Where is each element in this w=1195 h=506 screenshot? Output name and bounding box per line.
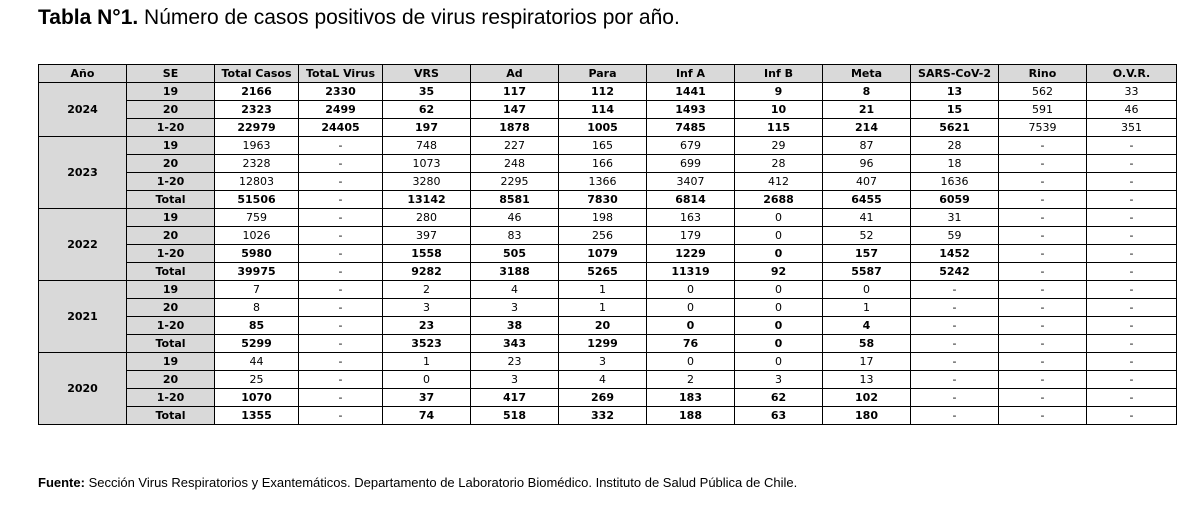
table-body bbox=[39, 83, 1177, 425]
table-cell: 21 bbox=[823, 101, 911, 119]
table-row bbox=[39, 263, 1177, 281]
table-cell: 15 bbox=[911, 101, 999, 119]
column-header: O.V.R. bbox=[1087, 65, 1177, 83]
table-cell: 165 bbox=[559, 137, 647, 155]
table-cell: 163 bbox=[647, 209, 735, 227]
table-cell: 17 bbox=[823, 353, 911, 371]
table-cell: 3 bbox=[471, 371, 559, 389]
table-cell: - bbox=[911, 281, 999, 299]
table-cell: 4 bbox=[471, 281, 559, 299]
table-cell: 7485 bbox=[647, 119, 735, 137]
table-cell: 1026 bbox=[215, 227, 299, 245]
table-cell: 2499 bbox=[299, 101, 383, 119]
table-row bbox=[39, 209, 1177, 227]
table-cell: 2 bbox=[647, 371, 735, 389]
table-cell: - bbox=[299, 335, 383, 353]
table-cell: 699 bbox=[647, 155, 735, 173]
table-cell: 0 bbox=[647, 317, 735, 335]
se-cell: 1-20 bbox=[127, 119, 215, 137]
table-title-label: Tabla N°1. bbox=[38, 6, 139, 29]
table-cell: - bbox=[999, 353, 1087, 371]
table-cell: - bbox=[1087, 389, 1177, 407]
table-cell: 12803 bbox=[215, 173, 299, 191]
table-row bbox=[39, 191, 1177, 209]
table-cell: 10 bbox=[735, 101, 823, 119]
table-cell: - bbox=[911, 371, 999, 389]
table-cell: 197 bbox=[383, 119, 471, 137]
table-cell: 147 bbox=[471, 101, 559, 119]
table-cell: 38 bbox=[471, 317, 559, 335]
table-cell: - bbox=[911, 299, 999, 317]
table-cell: - bbox=[999, 263, 1087, 281]
table-cell: - bbox=[299, 407, 383, 425]
table-cell: 8 bbox=[215, 299, 299, 317]
se-cell: 1-20 bbox=[127, 173, 215, 191]
table-cell: 20 bbox=[559, 317, 647, 335]
table-cell: 179 bbox=[647, 227, 735, 245]
table-cell: 759 bbox=[215, 209, 299, 227]
table-cell: 13142 bbox=[383, 191, 471, 209]
table-cell: 18 bbox=[911, 155, 999, 173]
table-cell: 0 bbox=[735, 209, 823, 227]
table-cell: 183 bbox=[647, 389, 735, 407]
table-row bbox=[39, 335, 1177, 353]
table-cell: 1493 bbox=[647, 101, 735, 119]
table-cell: 9282 bbox=[383, 263, 471, 281]
table-cell: 5265 bbox=[559, 263, 647, 281]
table-cell: 188 bbox=[647, 407, 735, 425]
table-cell: - bbox=[1087, 263, 1177, 281]
table-cell: - bbox=[1087, 335, 1177, 353]
column-header: Para bbox=[559, 65, 647, 83]
table-cell: - bbox=[299, 209, 383, 227]
table-cell: 562 bbox=[999, 83, 1087, 101]
se-cell: 20 bbox=[127, 299, 215, 317]
table-cell: 157 bbox=[823, 245, 911, 263]
table-cell: 0 bbox=[647, 299, 735, 317]
column-header: SARS-CoV-2 bbox=[911, 65, 999, 83]
column-header: Ad bbox=[471, 65, 559, 83]
column-header: Inf A bbox=[647, 65, 735, 83]
se-cell: 19 bbox=[127, 281, 215, 299]
table-cell: - bbox=[299, 137, 383, 155]
source-text: Sección Virus Respiratorios y Exantemáticos. Departamento de Laboratorio Biomédico. Instituto de Salud Pública de Chile. bbox=[84, 475, 798, 490]
se-cell: 1-20 bbox=[127, 245, 215, 263]
table-cell: - bbox=[999, 335, 1087, 353]
table-cell: 412 bbox=[735, 173, 823, 191]
table-cell: - bbox=[299, 317, 383, 335]
table-cell: - bbox=[999, 281, 1087, 299]
table-cell: 5980 bbox=[215, 245, 299, 263]
table-cell: 1878 bbox=[471, 119, 559, 137]
table-cell: - bbox=[911, 335, 999, 353]
table-cell: 3 bbox=[735, 371, 823, 389]
table-cell: 0 bbox=[735, 335, 823, 353]
table-cell: 0 bbox=[735, 353, 823, 371]
table-cell: 51506 bbox=[215, 191, 299, 209]
table-cell: 23 bbox=[471, 353, 559, 371]
table-cell: 33 bbox=[1087, 83, 1177, 101]
table-row bbox=[39, 227, 1177, 245]
table-cell: 35 bbox=[383, 83, 471, 101]
table-cell: 0 bbox=[383, 371, 471, 389]
column-header: Meta bbox=[823, 65, 911, 83]
se-cell: 19 bbox=[127, 83, 215, 101]
table-cell: 198 bbox=[559, 209, 647, 227]
table-cell: 24405 bbox=[299, 119, 383, 137]
table-cell: - bbox=[1087, 191, 1177, 209]
table-cell: 102 bbox=[823, 389, 911, 407]
table-cell: 13 bbox=[823, 371, 911, 389]
table-cell: 248 bbox=[471, 155, 559, 173]
table-cell: 62 bbox=[735, 389, 823, 407]
table-row bbox=[39, 83, 1177, 101]
year-cell: 2023 bbox=[39, 137, 127, 209]
table-cell: 8581 bbox=[471, 191, 559, 209]
table-cell: 92 bbox=[735, 263, 823, 281]
table-cell: 5299 bbox=[215, 335, 299, 353]
table-cell: 2323 bbox=[215, 101, 299, 119]
table-cell: 1 bbox=[559, 299, 647, 317]
table-cell: 7830 bbox=[559, 191, 647, 209]
column-header: SE bbox=[127, 65, 215, 83]
year-cell: 2020 bbox=[39, 353, 127, 425]
table-cell: - bbox=[299, 227, 383, 245]
table-cell: 31 bbox=[911, 209, 999, 227]
table-cell: 748 bbox=[383, 137, 471, 155]
table-cell: 2 bbox=[383, 281, 471, 299]
table-cell: - bbox=[299, 389, 383, 407]
table-cell: 28 bbox=[735, 155, 823, 173]
table-cell: 1299 bbox=[559, 335, 647, 353]
table-cell: - bbox=[999, 389, 1087, 407]
table-cell: 7 bbox=[215, 281, 299, 299]
table-cell: 3 bbox=[383, 299, 471, 317]
table-row bbox=[39, 155, 1177, 173]
table-cell: 0 bbox=[647, 353, 735, 371]
table-cell: 13 bbox=[911, 83, 999, 101]
table-cell: - bbox=[999, 227, 1087, 245]
table-row bbox=[39, 317, 1177, 335]
table-cell: - bbox=[999, 209, 1087, 227]
table-cell: 2166 bbox=[215, 83, 299, 101]
table-cell: 2688 bbox=[735, 191, 823, 209]
se-cell: Total bbox=[127, 263, 215, 281]
table-cell: - bbox=[1087, 353, 1177, 371]
table-cell: 6455 bbox=[823, 191, 911, 209]
year-cell: 2021 bbox=[39, 281, 127, 353]
table-cell: - bbox=[999, 173, 1087, 191]
table-cell: 2330 bbox=[299, 83, 383, 101]
table-cell: 5621 bbox=[911, 119, 999, 137]
table-cell: - bbox=[1087, 155, 1177, 173]
table-cell: 0 bbox=[823, 281, 911, 299]
table-cell: 1355 bbox=[215, 407, 299, 425]
table-cell: - bbox=[999, 371, 1087, 389]
table-cell: 87 bbox=[823, 137, 911, 155]
source-label: Fuente: bbox=[38, 475, 85, 490]
table-cell: 3188 bbox=[471, 263, 559, 281]
table-cell: - bbox=[299, 191, 383, 209]
source-note bbox=[38, 475, 797, 490]
table-cell: 39975 bbox=[215, 263, 299, 281]
table-cell: - bbox=[1087, 227, 1177, 245]
se-cell: 20 bbox=[127, 227, 215, 245]
table-cell: 83 bbox=[471, 227, 559, 245]
table-cell: - bbox=[299, 371, 383, 389]
table-header-row bbox=[39, 65, 1177, 83]
se-cell: Total bbox=[127, 335, 215, 353]
table-cell: 4 bbox=[823, 317, 911, 335]
table-cell: 46 bbox=[471, 209, 559, 227]
table-row bbox=[39, 371, 1177, 389]
table-cell: 343 bbox=[471, 335, 559, 353]
column-header: TotaL Virus bbox=[299, 65, 383, 83]
table-row bbox=[39, 173, 1177, 191]
se-cell: 1-20 bbox=[127, 317, 215, 335]
table-cell: 397 bbox=[383, 227, 471, 245]
table-cell: 6814 bbox=[647, 191, 735, 209]
table-cell: 505 bbox=[471, 245, 559, 263]
table-cell: 3523 bbox=[383, 335, 471, 353]
se-cell: 19 bbox=[127, 209, 215, 227]
table-cell: 0 bbox=[735, 227, 823, 245]
table-cell: 52 bbox=[823, 227, 911, 245]
table-cell: 23 bbox=[383, 317, 471, 335]
table-cell: 0 bbox=[735, 281, 823, 299]
table-cell: 518 bbox=[471, 407, 559, 425]
table-cell: - bbox=[999, 299, 1087, 317]
table-cell: - bbox=[299, 245, 383, 263]
table-cell: - bbox=[999, 137, 1087, 155]
column-header: Rino bbox=[999, 65, 1087, 83]
table-cell: 351 bbox=[1087, 119, 1177, 137]
table-cell: - bbox=[1087, 299, 1177, 317]
table-cell: 679 bbox=[647, 137, 735, 155]
se-cell: 20 bbox=[127, 155, 215, 173]
table-cell: 1441 bbox=[647, 83, 735, 101]
table-cell: 115 bbox=[735, 119, 823, 137]
virus-cases-table bbox=[38, 64, 1177, 425]
table-cell: 117 bbox=[471, 83, 559, 101]
table-cell: - bbox=[299, 173, 383, 191]
table-cell: 1079 bbox=[559, 245, 647, 263]
table-cell: 0 bbox=[647, 281, 735, 299]
table-cell: 256 bbox=[559, 227, 647, 245]
column-header: Inf B bbox=[735, 65, 823, 83]
table-cell: 1452 bbox=[911, 245, 999, 263]
table-cell: - bbox=[1087, 281, 1177, 299]
table-cell: 1 bbox=[559, 281, 647, 299]
table-cell: - bbox=[911, 317, 999, 335]
table-cell: 22979 bbox=[215, 119, 299, 137]
table-cell: - bbox=[911, 353, 999, 371]
table-cell: 280 bbox=[383, 209, 471, 227]
table-cell: - bbox=[999, 245, 1087, 263]
table-title bbox=[38, 6, 680, 30]
table-cell: - bbox=[1087, 407, 1177, 425]
table-cell: - bbox=[1087, 209, 1177, 227]
table-row bbox=[39, 137, 1177, 155]
table-cell: 85 bbox=[215, 317, 299, 335]
table-cell: 11319 bbox=[647, 263, 735, 281]
column-header: Total Casos bbox=[215, 65, 299, 83]
table-cell: - bbox=[299, 353, 383, 371]
se-cell: Total bbox=[127, 191, 215, 209]
column-header: VRS bbox=[383, 65, 471, 83]
table-cell: 407 bbox=[823, 173, 911, 191]
table-cell: 29 bbox=[735, 137, 823, 155]
table-row bbox=[39, 281, 1177, 299]
table-cell: 180 bbox=[823, 407, 911, 425]
se-cell: 19 bbox=[127, 137, 215, 155]
table-cell: - bbox=[911, 407, 999, 425]
table-cell: 44 bbox=[215, 353, 299, 371]
table-cell: - bbox=[999, 191, 1087, 209]
se-cell: 1-20 bbox=[127, 389, 215, 407]
table-cell: 25 bbox=[215, 371, 299, 389]
table-cell: 1 bbox=[383, 353, 471, 371]
table-cell: 62 bbox=[383, 101, 471, 119]
table-cell: 1 bbox=[823, 299, 911, 317]
table-cell: 214 bbox=[823, 119, 911, 137]
table-row bbox=[39, 245, 1177, 263]
table-cell: 0 bbox=[735, 317, 823, 335]
table-row bbox=[39, 353, 1177, 371]
table-row bbox=[39, 299, 1177, 317]
column-header: Año bbox=[39, 65, 127, 83]
table-cell: - bbox=[999, 317, 1087, 335]
year-cell: 2024 bbox=[39, 83, 127, 137]
table-cell: 7539 bbox=[999, 119, 1087, 137]
table-cell: 76 bbox=[647, 335, 735, 353]
table-cell: 1073 bbox=[383, 155, 471, 173]
table-cell: - bbox=[999, 407, 1087, 425]
se-cell: 20 bbox=[127, 371, 215, 389]
table-cell: 6059 bbox=[911, 191, 999, 209]
table-cell: 9 bbox=[735, 83, 823, 101]
table-cell: - bbox=[1087, 317, 1177, 335]
table-cell: - bbox=[1087, 371, 1177, 389]
table-cell: 28 bbox=[911, 137, 999, 155]
table-cell: 1070 bbox=[215, 389, 299, 407]
se-cell: 19 bbox=[127, 353, 215, 371]
table-cell: - bbox=[1087, 245, 1177, 263]
table-cell: 114 bbox=[559, 101, 647, 119]
table-cell: 112 bbox=[559, 83, 647, 101]
table-cell: 5242 bbox=[911, 263, 999, 281]
table-cell: - bbox=[299, 155, 383, 173]
table-cell: 2295 bbox=[471, 173, 559, 191]
table-cell: 1005 bbox=[559, 119, 647, 137]
se-cell: Total bbox=[127, 407, 215, 425]
table-cell: 1558 bbox=[383, 245, 471, 263]
se-cell: 20 bbox=[127, 101, 215, 119]
table-cell: 332 bbox=[559, 407, 647, 425]
table-cell: 3407 bbox=[647, 173, 735, 191]
table-cell: 4 bbox=[559, 371, 647, 389]
table-cell: 269 bbox=[559, 389, 647, 407]
table-cell: 46 bbox=[1087, 101, 1177, 119]
table-cell: - bbox=[1087, 173, 1177, 191]
table-cell: 0 bbox=[735, 299, 823, 317]
table-cell: 166 bbox=[559, 155, 647, 173]
table-cell: 3 bbox=[559, 353, 647, 371]
table-cell: 2328 bbox=[215, 155, 299, 173]
table-cell: 3 bbox=[471, 299, 559, 317]
table-cell: 58 bbox=[823, 335, 911, 353]
year-cell: 2022 bbox=[39, 209, 127, 281]
table-title-text: Número de casos positivos de virus respiratorios por año. bbox=[138, 6, 680, 29]
table-cell: - bbox=[299, 263, 383, 281]
table-cell: 417 bbox=[471, 389, 559, 407]
table-row bbox=[39, 119, 1177, 137]
table-cell: 8 bbox=[823, 83, 911, 101]
table-cell: 1636 bbox=[911, 173, 999, 191]
table-cell: 0 bbox=[735, 245, 823, 263]
table-cell: 3280 bbox=[383, 173, 471, 191]
table-cell: 63 bbox=[735, 407, 823, 425]
table-cell: 59 bbox=[911, 227, 999, 245]
table-cell: - bbox=[299, 281, 383, 299]
table-cell: - bbox=[1087, 137, 1177, 155]
table-cell: 74 bbox=[383, 407, 471, 425]
table-cell: 1366 bbox=[559, 173, 647, 191]
table-cell: 37 bbox=[383, 389, 471, 407]
table-cell: - bbox=[911, 389, 999, 407]
table-cell: 41 bbox=[823, 209, 911, 227]
table-cell: 1229 bbox=[647, 245, 735, 263]
table-cell: 5587 bbox=[823, 263, 911, 281]
table-row bbox=[39, 101, 1177, 119]
table-cell: 1963 bbox=[215, 137, 299, 155]
table-row bbox=[39, 389, 1177, 407]
table-cell: 591 bbox=[999, 101, 1087, 119]
table-row bbox=[39, 407, 1177, 425]
table-cell: - bbox=[999, 155, 1087, 173]
table-cell: 96 bbox=[823, 155, 911, 173]
table-cell: 227 bbox=[471, 137, 559, 155]
table-cell: - bbox=[299, 299, 383, 317]
